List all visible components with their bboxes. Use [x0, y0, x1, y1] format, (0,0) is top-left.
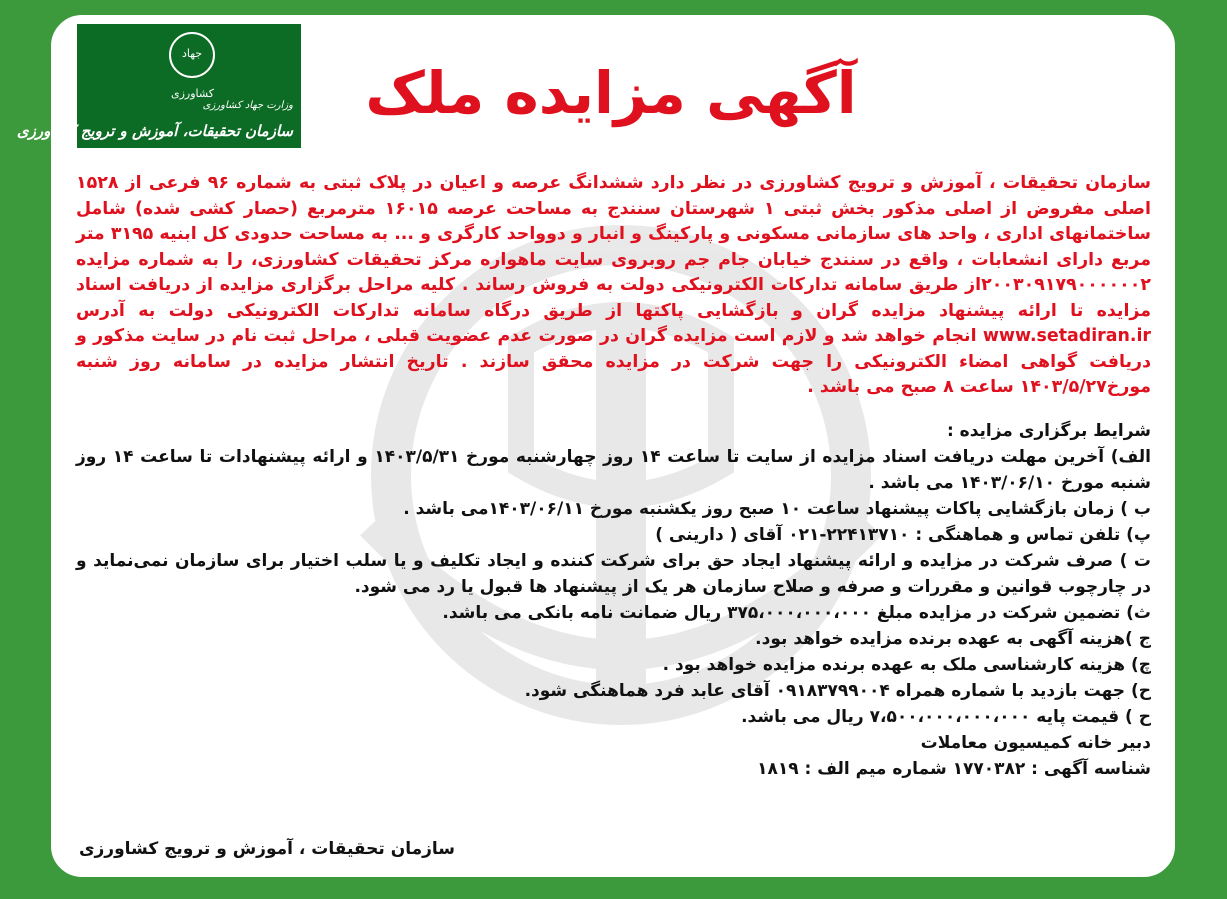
condition-item: ج )هزینه آگهی به عهده برنده مزایده خواهد بود. [755, 629, 1151, 650]
conditions-heading: شرایط برگزاری مزایده : [946, 421, 1151, 442]
page-title: آگهی مزایده ملک [365, 59, 857, 127]
secretariat-signature: دبیر خانه کمیسیون معاملات [920, 733, 1151, 754]
footer-org-name: سازمان تحقیقات ، آموزش و ترویج کشاورزی [78, 839, 455, 859]
org-logo [16, 24, 301, 148]
condition-item: چ) هزینه کارشناسی ملک به عهده برنده مزایده خواهد بود . [662, 655, 1151, 676]
intro-text: سازمان تحقیقات ، آموزش و ترویج کشاورزی در نظر دارد ششدانگ عرصه و اعیان در پلاک ثبتی به شماره ۹۶ فرعی از ۱۵۲۸ اصلی مفروض از اصلی مذکور بخش ثبتی ۱ شهرستان سنندج به مساحت عرصه ۱۶۰۱۵ مترمربع (حصار کشی شده) شامل ساختمانهای اداری ، واحد های سازمانی مسکونی و پارکینگ و انبار و دوواحد کارگری و ... به مساحت حدودی کل ابنیه ۳۱۹۵ متر مربع دارای انشعابات ، واقع در سنندج خیابان جام جم روبروی سایت ماهواره مرکز تحقیقات کشاورزی، را به شماره مزایده ۲۰۰۳۰۹۱۷۹۰۰۰۰۰۰۲از طریق سامانه تدارکات الکترونیکی دولت به فروش رساند . کلیه مراحل برگزاری مزایده از دریافت اسناد مزایده تا ارائه پیشنهاد مزایده گران و بازگشایی پاکتها از طریق درگاه سامانه تدارکات الکترونیکی دولت به آدرس [76, 173, 1151, 321]
intro-end-text: انجام خواهد شد و لازم است مزایده گران در صورت عدم عضویت قبلی ، مراحل ثبت نام در سایت مذکور و دریافت گواهی امضاء الکترونیکی را جهت شرکت در مزایده محقق سازند . تاریخ انتشار مزایده در سامانه روز شنبه مورخ۱۴۰۳/۵/۲۷ ساعت ۸ صبح می باشد . [76, 326, 1151, 398]
logo-org-text: سازمان تحقیقات، آموزش و ترویج کشاورزی [16, 122, 293, 140]
notice-card [16, 12, 1178, 880]
intro-paragraph [76, 171, 1151, 401]
condition-item: ب ) زمان بازگشایی پاکات پیشنهاد ساعت ۱۰ صبح روز یکشنبه مورخ ۱۴۰۳/۰۶/۱۱می باشد . [403, 499, 1151, 520]
condition-item: الف) آخرین مهلت دریافت اسناد مزایده از سایت تا ساعت ۱۴ روز چهارشنبه مورخ ۱۴۰۳/۵/۳۱ و ارائه پیشنهادات تا ساعت ۱۴ روز شنبه مورخ ۱۴۰۳/۰۶/۱۰ می باشد . [76, 447, 1151, 494]
condition-item: ح) جهت بازدید با شماره همراه ۰۹۱۸۳۷۹۹۰۰۴ آقای عابد فرد هماهنگی شود. [524, 681, 1151, 702]
condition-item: پ) تلفن تماس و هماهنگی : ۲۲۴۱۳۷۱۰-۰۲۱ آقای ( دارینی ) [655, 525, 1151, 546]
notice-body [76, 154, 1151, 782]
logo-ministry-text: وزارت جهاد کشاورزی [202, 100, 293, 111]
condition-item: ث) تضمین شرکت در مزایده مبلغ ۳۷۵،۰۰۰،۰۰۰،۰۰۰ ریال ضمانت نامه بانکی می باشد. [442, 603, 1151, 624]
condition-item: ت ) صرف شرکت در مزایده و ارائه پیشنهاد ایجاد حق برای شرکت کننده و ایجاد تکلیف و یا سلب اختیار برای سازمان نمی‌نماید و در چارچوب قوانین و مقررات و صرفه و صلاح سازمان هر یک از پیشنهاد ها قبول یا رد می شود. [76, 551, 1151, 598]
ad-identifier: شناسه آگهی : ۱۷۷۰۳۸۲ شماره میم الف : ۱۸۱۹ [757, 759, 1151, 780]
conditions-section [76, 418, 1151, 782]
condition-item: ح ) قیمت پایه ۷،۵۰۰،۰۰۰،۰۰۰،۰۰۰ ریال می باشد. [741, 707, 1151, 728]
emblem-icon: جهاد کشاورزی [169, 32, 215, 78]
setadiran-link[interactable]: www.setadiran.ir [982, 326, 1151, 347]
